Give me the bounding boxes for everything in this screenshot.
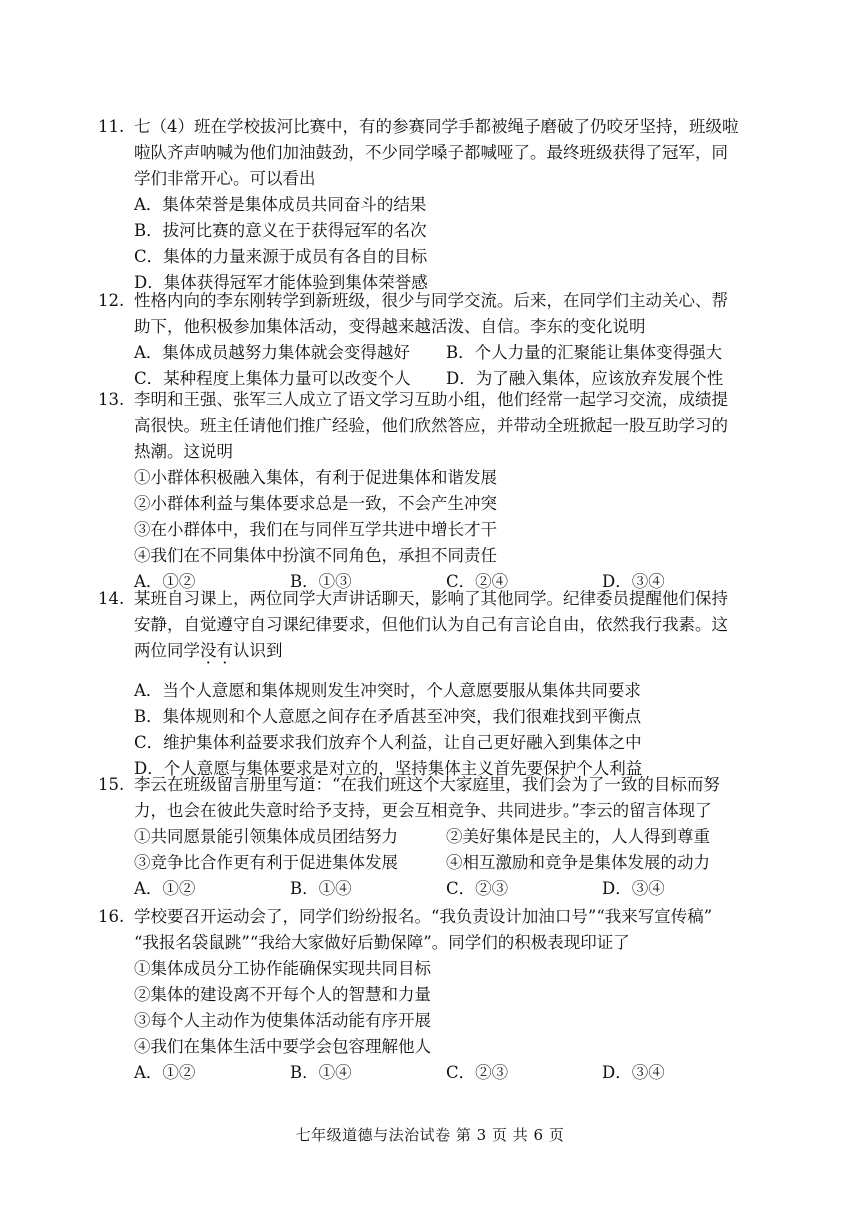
option-d: D．个人意愿与集体要求是对立的，坚持集体主义首先要保护个人利益 (134, 759, 643, 778)
statement-3: ③在小群体中，我们在与同伴互学共进中增长才干 (134, 520, 497, 539)
question-number: 14. (98, 589, 125, 608)
option-c: C．某种程度上集体力量可以改变个人 (134, 369, 411, 388)
question-text: 两位同学没有认识到 (134, 641, 283, 660)
question-14 (98, 586, 758, 782)
option-b: B．拔河比赛的意义在于获得冠军的名次 (134, 221, 427, 240)
question-text: 学校要召开运动会了，同学们纷纷报名。“我负责设计加油口号”“我来写宣传稿” (134, 907, 713, 926)
option-b: B．①④ (290, 879, 352, 898)
question-text: 性格内向的李东刚转学到新班级，很少与同学交流。后来，在同学们主动关心、帮 (134, 291, 728, 310)
option-d: D．集体获得冠军才能体验到集体荣誉感 (134, 273, 428, 292)
option-d: D．③④ (602, 879, 665, 898)
option-a: A．当个人意愿和集体规则发生冲突时，个人意愿要服从集体共同要求 (134, 681, 641, 700)
question-15 (98, 772, 758, 902)
question-text: 力，也会在彼此失意时给予支持，更会互相竞争、共同进步。”李云的留言体现了 (134, 801, 712, 820)
question-text: 学们非常开心。可以看出 (134, 169, 316, 188)
question-text: 高很快。班主任请他们推广经验，他们欣然答应，并带动全班掀起一股互助学习的 (134, 416, 728, 435)
option-d: D．③④ (602, 572, 665, 591)
question-text: 李云在班级留言册里写道：“在我们班这个大家庭里，我们会为了一致的目标而努 (134, 775, 720, 794)
statement-3: ③每个人主动作为使集体活动能有序开展 (134, 1011, 431, 1030)
question-text: 李明和王强、张军三人成立了语文学习互助小组，他们经常一起学习交流，成绩提 (134, 390, 728, 409)
question-text: “我报名袋鼠跳”“我给大家做好后勤保障”。同学们的积极表现印证了 (134, 933, 630, 952)
question-13 (98, 387, 758, 595)
option-a: A．集体荣誉是集体成员共同奋斗的结果 (134, 195, 427, 214)
question-text: 啦队齐声呐喊为他们加油鼓劲，不少同学嗓子都喊哑了。最终班级获得了冠军，同 (134, 143, 728, 162)
question-12 (98, 288, 758, 392)
option-a: A．①② (134, 1063, 196, 1082)
option-c: C．集体的力量来源于成员有各自的目标 (134, 247, 428, 266)
question-number: 15. (98, 775, 125, 794)
question-number: 12. (98, 291, 125, 310)
option-a: A．①② (134, 572, 196, 591)
option-d: D．③④ (602, 1063, 665, 1082)
statement-4: ④相互激励和竞争是集体发展的动力 (446, 853, 710, 872)
statement-2: ②小群体利益与集体要求总是一致，不会产生冲突 (134, 494, 497, 513)
option-a: A．①② (134, 879, 196, 898)
option-c: C．②④ (446, 572, 509, 591)
question-text: 助下，他积极参加集体活动，变得越来越活泼、自信。李东的变化说明 (134, 317, 646, 336)
statement-4: ④我们在集体生活中要学会包容理解他人 (134, 1037, 431, 1056)
statement-1: ①共同愿景能引领集体成员团结努力 (134, 827, 398, 846)
question-11 (98, 114, 758, 296)
statement-2: ②美好集体是民主的，人人得到尊重 (446, 827, 710, 846)
statement-1: ①集体成员分工协作能确保实现共同目标 (134, 959, 431, 978)
statement-1: ①小群体积极融入集体，有利于促进集体和谐发展 (134, 468, 497, 487)
question-text: 安静，自觉遵守自习课纪律要求，但他们认为自己有言论自由，依然我行我素。这 (134, 615, 728, 634)
option-d: D．为了融入集体，应该放弃发展个性 (446, 369, 724, 388)
statement-4: ④我们在不同集体中扮演不同角色，承担不同责任 (134, 546, 497, 565)
question-text: 七（4）班在学校拔河比赛中，有的参赛同学手都被绳子磨破了仍咬牙坚持，班级啦 (134, 117, 739, 136)
question-number: 16. (98, 907, 125, 926)
question-number: 13. (98, 390, 125, 409)
page-footer: 七年级道德与法治试卷 第 3 页 共 6 页 (295, 1126, 565, 1144)
question-text: 热潮。这说明 (134, 442, 233, 461)
option-a: A．集体成员越努力集体就会变得越好 (134, 343, 410, 362)
option-b: B．①④ (290, 1063, 352, 1082)
option-b: B．①③ (290, 572, 352, 591)
question-number: 11. (98, 117, 125, 136)
option-b: B．个人力量的汇聚能让集体变得强大 (446, 343, 723, 362)
option-c: C．②③ (446, 879, 509, 898)
question-text: 某班自习课上，两位同学大声讲话聊天，影响了其他同学。纪律委员提醒他们保持 (134, 589, 728, 608)
emphasis-mark: 有 (216, 641, 233, 660)
statement-2: ②集体的建设离不开每个人的智慧和力量 (134, 985, 431, 1004)
option-c: C．维护集体利益要求我们放弃个人利益，让自己更好融入到集体之中 (134, 733, 642, 752)
statement-3: ③竞争比合作更有利于促进集体发展 (134, 853, 398, 872)
option-c: C．②③ (446, 1063, 509, 1082)
question-16 (98, 904, 758, 1086)
emphasis-mark: 没 (200, 641, 217, 660)
option-b: B．集体规则和个人意愿之间存在矛盾甚至冲突，我们很难找到平衡点 (134, 707, 642, 726)
